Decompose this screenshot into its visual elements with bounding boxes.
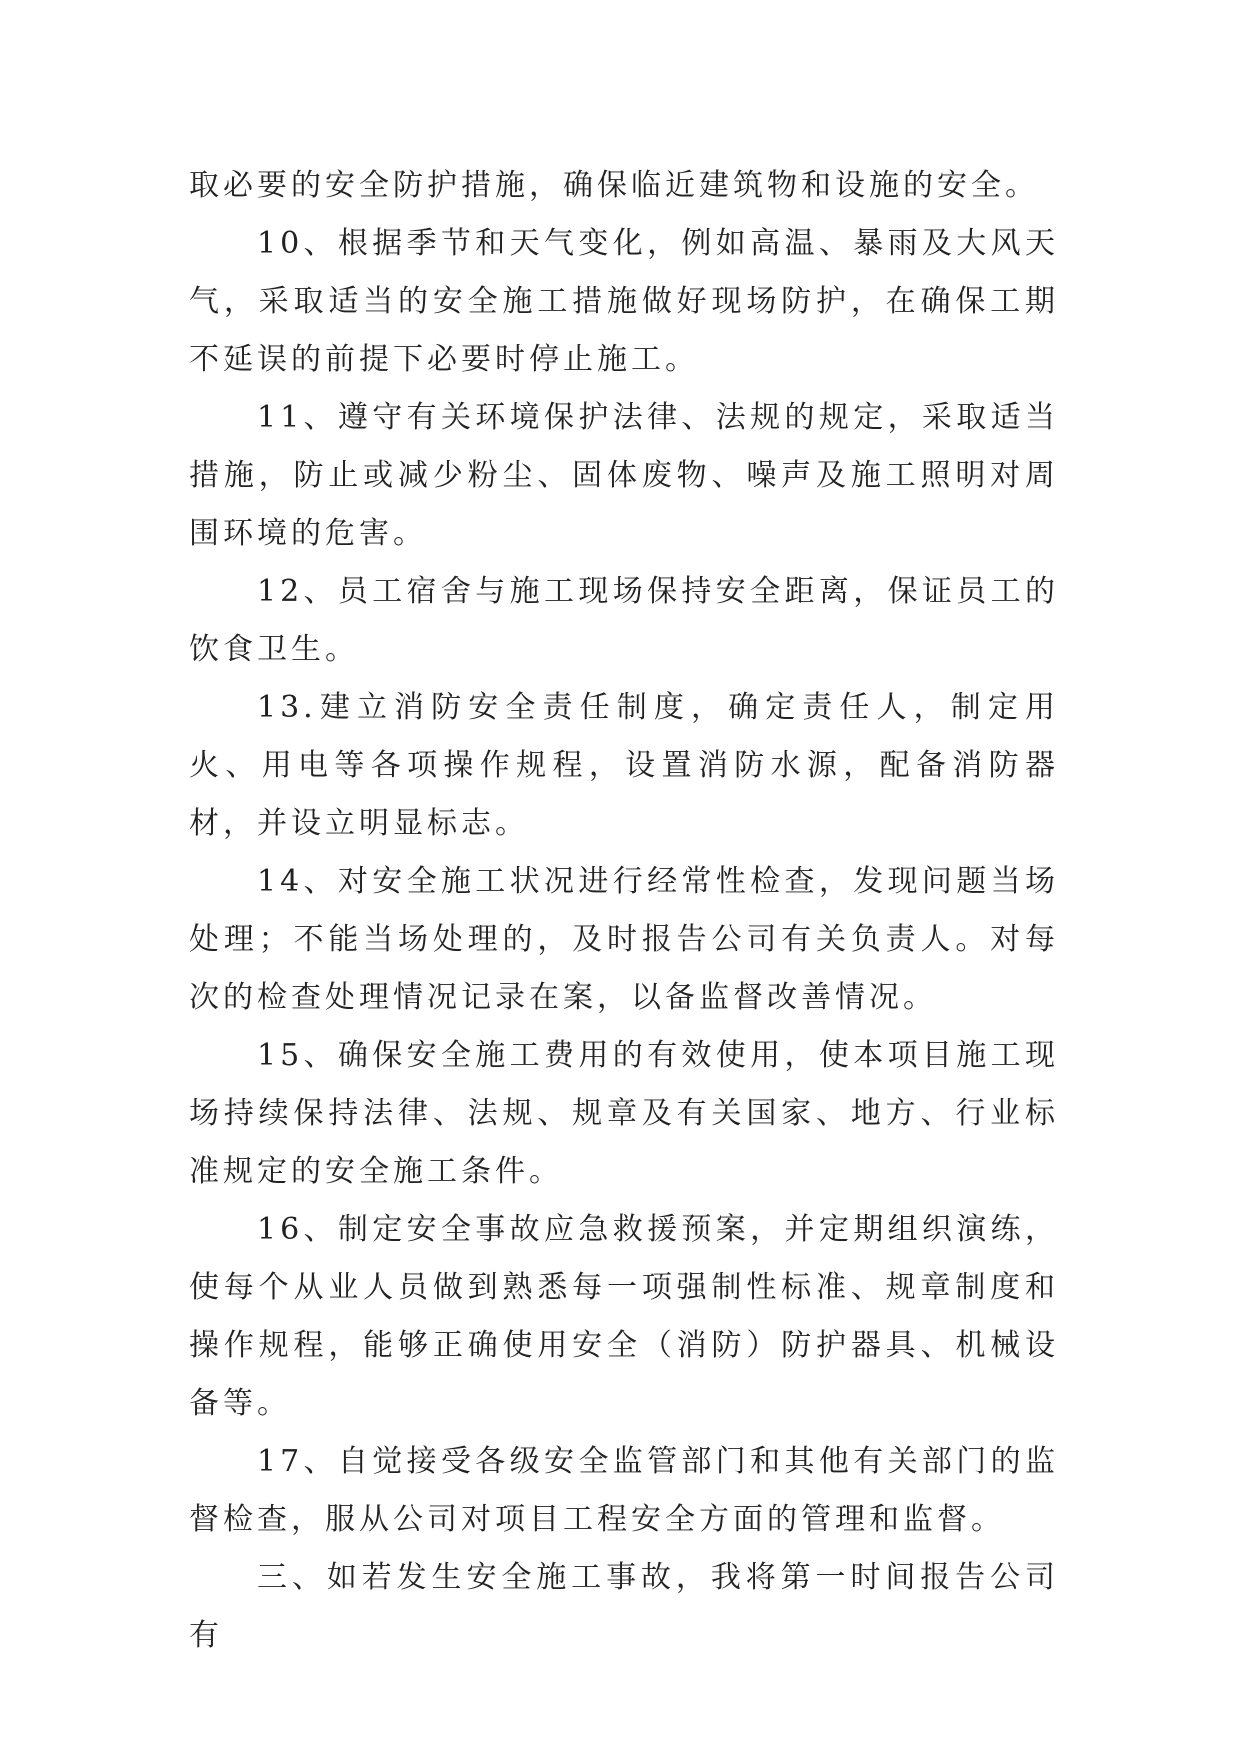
paragraph-item-11: 11、遵守有关环境保护法律、法规的规定，采取适当措施，防止或减少粉尘、固体废物、噪声及施工照明对周围环境的危害。: [189, 400, 1059, 551]
paragraph-item-10: 10、根据季节和天气变化，例如高温、暴雨及大风天气，采取适当的安全施工措施做好现场防护，在确保工期不延误的前提下必要时停止施工。: [189, 226, 1059, 377]
document-body: [189, 157, 1059, 1665]
paragraph-item-13: 13.建立消防安全责任制度，确定责任人，制定用火、用电等各项操作规程，设置消防水源，配备消防器材，并设立明显标志。: [189, 690, 1059, 841]
paragraph-item-14: 14、对安全施工状况进行经常性检查，发现问题当场处理；不能当场处理的，及时报告公司有关负责人。对每次的检查处理情况记录在案，以备监督改善情况。: [189, 864, 1059, 1015]
paragraph-section-3: 三、如若发生安全施工事故，我将第一时间报告公司有: [189, 1560, 1059, 1653]
paragraph-continuation: 取必要的安全防护措施，确保临近建筑物和设施的安全。: [189, 168, 1039, 203]
paragraph-item-16: 16、制定安全事故应急救援预案，并定期组织演练，使每个从业人员做到熟悉每一项强制性标准、规章制度和操作规程，能够正确使用安全（消防）防护器具、机械设备等。: [189, 1212, 1059, 1421]
paragraph-item-17: 17、自觉接受各级安全监管部门和其他有关部门的监督检查，服从公司对项目工程安全方面的管理和监督。: [189, 1444, 1059, 1537]
paragraph-item-15: 15、确保安全施工费用的有效使用，使本项目施工现场持续保持法律、法规、规章及有关国家、地方、行业标准规定的安全施工条件。: [189, 1038, 1059, 1189]
paragraph-item-12: 12、员工宿舍与施工现场保持安全距离，保证员工的饮食卫生。: [189, 574, 1059, 667]
